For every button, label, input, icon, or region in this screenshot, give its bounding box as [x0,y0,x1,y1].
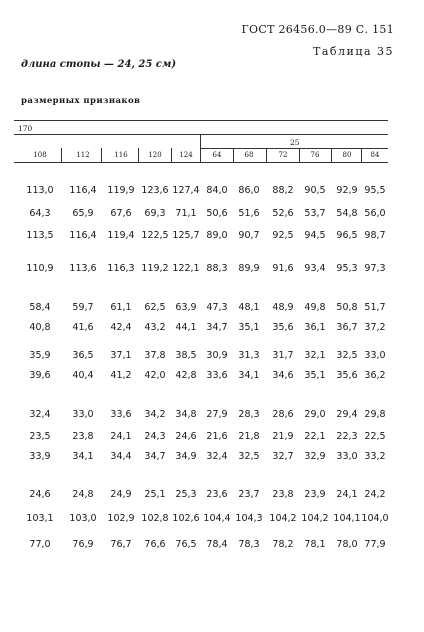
table-cell: 41,6 [72,322,94,333]
table-cell: 122,1 [172,263,200,274]
table-cell: 22,5 [364,431,386,442]
table-cell: 29,0 [304,409,326,420]
table-cell: 119,9 [107,185,135,196]
table-cell: 37,8 [144,350,166,361]
column-header: 108 [33,151,47,159]
table-cell: 56,0 [364,208,386,219]
table-cell: 35,9 [29,350,51,361]
table-cell: 24,8 [72,489,94,500]
table-cell: 32,1 [304,350,326,361]
header-rule [14,162,388,163]
height-rule [14,134,388,135]
table-cell: 36,5 [72,350,94,361]
table-cell: 34,7 [144,451,166,462]
table-cell: 33,6 [206,370,228,381]
table-cell: 34,6 [272,370,294,381]
column-header: 124 [179,151,193,159]
table-cell: 95,5 [364,185,386,196]
table-cell: 54,8 [336,208,358,219]
table-cell: 21,8 [238,431,260,442]
table-cell: 34,9 [175,451,197,462]
table-cell: 116,4 [69,230,97,241]
table-cell: 119,4 [107,230,135,241]
table-cell: 102,9 [107,513,135,524]
table-cell: 37,2 [364,322,386,333]
table-cell: 35,6 [272,322,294,333]
table-cell: 32,5 [238,451,260,462]
table-cell: 104,0 [361,513,389,524]
table-cell: 31,3 [238,350,260,361]
table-cell: 48,1 [238,302,260,313]
table-cell: 21,9 [272,431,294,442]
table-cell: 23,7 [238,489,260,500]
table-cell: 24,6 [29,489,51,500]
column-header: 68 [244,151,254,159]
table-cell: 23,9 [304,489,326,500]
table-cell: 51,7 [364,302,386,313]
table-cell: 47,3 [206,302,228,313]
table-cell: 22,3 [336,431,358,442]
table-cell: 33,0 [72,409,94,420]
table-cell: 28,6 [272,409,294,420]
height-label: 170 [18,124,33,133]
table-cell: 76,6 [144,539,166,550]
table-cell: 28,3 [238,409,260,420]
column-header: 116 [114,151,128,159]
table-cell: 34,8 [175,409,197,420]
column-header: 72 [278,151,288,159]
table-cell: 78,4 [206,539,228,550]
table-cell: 40,4 [72,370,94,381]
table-cell: 104,2 [269,513,297,524]
table-cell: 50,8 [336,302,358,313]
table-cell: 37,1 [110,350,132,361]
table-cell: 24,3 [144,431,166,442]
table-cell: 63,9 [175,302,197,313]
table-cell: 32,4 [29,409,51,420]
table-cell: 23,8 [272,489,294,500]
table-cell: 33,9 [29,451,51,462]
table-cell: 122,5 [141,230,169,241]
table-cell: 116,4 [69,185,97,196]
column-header: 80 [342,151,352,159]
table-cell: 32,4 [206,451,228,462]
table-cell: 92,9 [336,185,358,196]
table-cell: 88,2 [272,185,294,196]
table-cell: 95,3 [336,263,358,274]
table-cell: 94,5 [304,230,326,241]
table-cell: 27,9 [206,409,228,420]
table-cell: 104,1 [333,513,361,524]
table-cell: 39,6 [29,370,51,381]
table-cell: 127,4 [172,185,200,196]
table-cell: 76,9 [72,539,94,550]
table-cell: 35,1 [304,370,326,381]
table-cell: 49,8 [304,302,326,313]
table-cell: 29,4 [336,409,358,420]
table-cell: 58,4 [29,302,51,313]
table-cell: 77,0 [29,539,51,550]
table-cell: 113,5 [26,230,54,241]
column-separator [233,148,234,162]
table-cell: 32,7 [272,451,294,462]
table-cell: 51,6 [238,208,260,219]
column-separator [61,148,62,162]
column-header: 64 [212,151,222,159]
table-cell: 110,9 [26,263,54,274]
column-separator [101,148,102,162]
column-header: 120 [148,151,162,159]
table-cell: 35,6 [336,370,358,381]
table-cell: 76,5 [175,539,197,550]
table-cell: 103,0 [69,513,97,524]
column-separator [299,148,300,162]
table-cell: 23,8 [72,431,94,442]
table-cell: 113,0 [26,185,54,196]
table-cell: 34,4 [110,451,132,462]
table-cell: 71,1 [175,208,197,219]
table-cell: 29,8 [364,409,386,420]
table-cell: 33,0 [336,451,358,462]
column-separator [171,148,172,162]
table-cell: 93,4 [304,263,326,274]
table-cell: 88,3 [206,263,228,274]
table-cell: 22,1 [304,431,326,442]
table-cell: 125,7 [172,230,200,241]
table-cell: 24,9 [110,489,132,500]
table-cell: 33,0 [364,350,386,361]
column-separator [266,148,267,162]
table-subtitle: длина стопы — 24, 25 см) [21,59,177,70]
table-cell: 96,5 [336,230,358,241]
table-cell: 36,7 [336,322,358,333]
table-cell: 69,3 [144,208,166,219]
table-cell: 44,1 [175,322,197,333]
table-cell: 67,6 [110,208,132,219]
section-heading: размерных признаков [21,96,141,106]
table-cell: 104,3 [235,513,263,524]
table-cell: 78,3 [238,539,260,550]
table-cell: 34,2 [144,409,166,420]
table-cell: 48,9 [272,302,294,313]
table-cell: 76,7 [110,539,132,550]
table-cell: 78,0 [336,539,358,550]
table-cell: 42,8 [175,370,197,381]
table-cell: 42,0 [144,370,166,381]
table-cell: 40,8 [29,322,51,333]
table-cell: 78,1 [304,539,326,550]
table-cell: 24,6 [175,431,197,442]
subgroup-label: 25 [290,138,300,147]
table-cell: 89,0 [206,230,228,241]
table-cell: 92,5 [272,230,294,241]
table-cell: 36,2 [364,370,386,381]
subgroup-rule [200,148,388,149]
table-cell: 23,5 [29,431,51,442]
table-cell: 36,1 [304,322,326,333]
table-cell: 24,1 [336,489,358,500]
table-cell: 33,2 [364,451,386,462]
column-header: 84 [370,151,380,159]
table-cell: 86,0 [238,185,260,196]
table-cell: 32,9 [304,451,326,462]
table-cell: 113,6 [69,263,97,274]
table-cell: 53,7 [304,208,326,219]
table-cell: 42,4 [110,322,132,333]
table-cell: 25,1 [144,489,166,500]
column-header: 112 [76,151,90,159]
table-cell: 43,2 [144,322,166,333]
table-cell: 84,0 [206,185,228,196]
table-cell: 102,6 [172,513,200,524]
table-cell: 102,8 [141,513,169,524]
table-cell: 64,3 [29,208,51,219]
table-cell: 123,6 [141,185,169,196]
table-label: Таблица 35 [313,45,394,58]
table-cell: 32,5 [336,350,358,361]
table-cell: 41,2 [110,370,132,381]
column-separator [138,148,139,162]
table-cell: 116,3 [107,263,135,274]
table-cell: 61,1 [110,302,132,313]
table-cell: 25,3 [175,489,197,500]
document-code: ГОСТ 26456.0—89 С. 151 [241,23,394,36]
table-top-rule [14,120,388,121]
table-cell: 90,5 [304,185,326,196]
table-cell: 98,7 [364,230,386,241]
table-cell: 59,7 [72,302,94,313]
table-cell: 33,6 [110,409,132,420]
table-cell: 62,5 [144,302,166,313]
table-cell: 119,2 [141,263,169,274]
table-cell: 89,9 [238,263,260,274]
table-cell: 31,7 [272,350,294,361]
column-separator [331,148,332,162]
table-cell: 30,9 [206,350,228,361]
table-cell: 91,6 [272,263,294,274]
column-separator [361,148,362,162]
table-cell: 103,1 [26,513,54,524]
table-cell: 65,9 [72,208,94,219]
column-header: 76 [310,151,320,159]
table-cell: 34,7 [206,322,228,333]
table-cell: 38,5 [175,350,197,361]
table-cell: 35,1 [238,322,260,333]
table-cell: 104,2 [301,513,329,524]
table-cell: 34,1 [72,451,94,462]
table-cell: 21,6 [206,431,228,442]
table-cell: 78,2 [272,539,294,550]
table-cell: 34,1 [238,370,260,381]
table-cell: 50,6 [206,208,228,219]
table-cell: 24,2 [364,489,386,500]
table-cell: 90,7 [238,230,260,241]
table-cell: 52,6 [272,208,294,219]
table-cell: 24,1 [110,431,132,442]
table-cell: 97,3 [364,263,386,274]
table-cell: 77,9 [364,539,386,550]
table-cell: 104,4 [203,513,231,524]
table-cell: 23,6 [206,489,228,500]
